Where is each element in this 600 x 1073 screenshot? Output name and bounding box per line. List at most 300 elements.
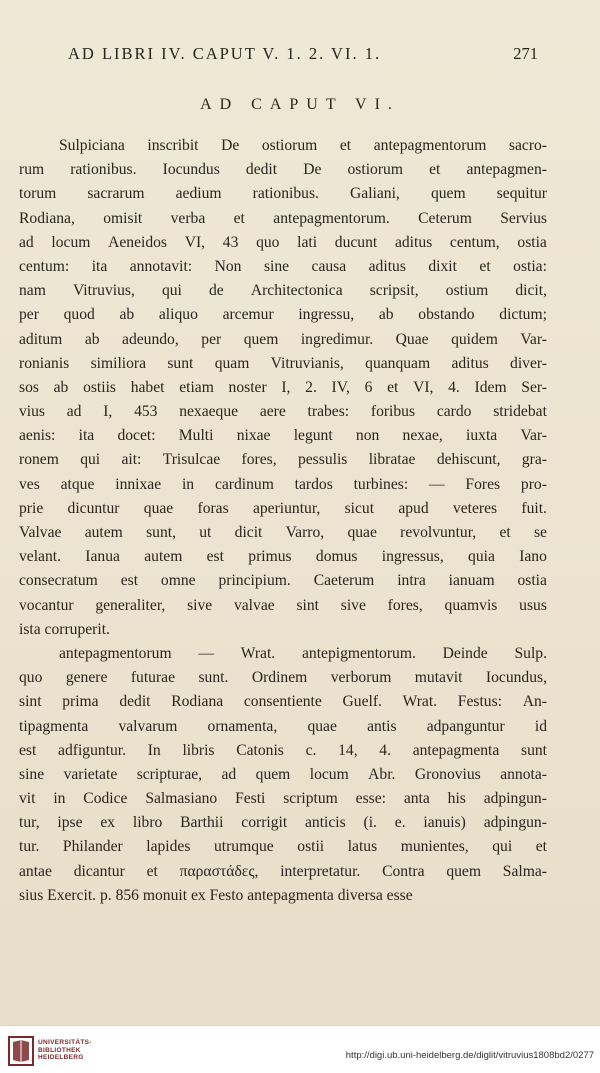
word: tur, [19,814,40,832]
word: libro [132,814,163,832]
word: Rodiana [171,693,224,711]
text-line [19,642,547,666]
word: Iocundus [162,161,220,179]
word: ostiis [83,378,116,396]
word: sive [340,596,366,614]
word: futurae [130,669,176,687]
word: autem [84,524,123,541]
word: Iocundus, [485,669,547,687]
text-line [19,207,547,231]
word: anticis [305,814,346,832]
word: tardos [294,475,333,493]
word: antae [19,862,52,880]
word: scripsit, [369,282,419,300]
word: qui [80,451,101,469]
text-line [19,376,547,400]
word: omne [160,572,196,590]
word: ingressu, [298,306,355,324]
word: etiam [179,378,214,396]
word: Architectonica [250,282,343,300]
word: his [447,790,466,808]
word: tipagmenta [19,717,89,735]
word: ianuis) [423,814,466,832]
word: valvarum [118,717,178,735]
word: ronem [19,451,59,469]
word: verborum [330,669,392,687]
word: Sulp. [514,644,547,662]
word: adpingun- [483,814,547,832]
word: antepagmenta [412,741,500,759]
text-line [19,134,547,158]
word: quamvis [444,596,498,614]
word: Vitruvius, [72,282,135,300]
source-url[interactable]: http://digi.ub.uni-heidelberg.de/diglit/vitruvius1808bd2/0277 [345,1050,594,1061]
word: ostiorum [347,161,403,179]
word: ex [100,814,116,832]
text-line [19,690,547,714]
word: ad [221,765,237,783]
word: rationibus. [252,185,319,203]
word: qui [492,838,513,856]
word: non [355,427,380,445]
word: Contra [382,862,425,880]
word: ostii [297,838,325,856]
word: sint [296,596,319,614]
word: sicut [344,499,375,517]
word: Fores [465,475,501,493]
text-line [19,739,547,763]
word: 43 [222,233,239,251]
word: utrumque [213,838,274,856]
word: scripturae, [136,765,203,783]
text-line [19,473,547,497]
word: aenis: [19,427,56,445]
word: Trisulcae [162,451,221,469]
text-line: ista corruperit. [19,620,110,638]
word: et [146,862,158,880]
word: fores, [387,596,423,614]
word: inscribit [147,137,199,154]
text-line: sius Exercit. p. 856 monuit ex Festo antepagmenta diversa esse [19,886,413,904]
body-text [19,134,547,908]
chapter-title: AD CAPUT VI. [200,96,400,113]
text-line [19,521,547,545]
word: ab [378,306,394,324]
word: Varro, [285,524,325,541]
word: atque [60,475,95,493]
word: anta [403,790,430,808]
word: (i. [363,814,377,832]
word: antepagmen- [466,161,547,179]
word: id [534,717,547,735]
word: ab [119,306,135,324]
word: corrigit [241,814,288,832]
text-line [19,569,547,593]
word: rationibus. [70,161,137,179]
word: Caeterum [313,572,375,590]
word: ab [84,330,100,348]
word: nexae, [402,427,443,445]
word: autem [144,548,183,566]
word: interpretatur. [280,862,361,880]
running-header [68,44,538,64]
word: quo [19,669,43,687]
word: annotavit: [129,257,193,275]
word: ostium [445,282,489,300]
word: quidem [451,330,498,348]
word: in [181,475,195,493]
word: ostia [517,572,547,590]
word: centum: [19,257,70,275]
word: sine [19,765,45,783]
word: fores, [241,451,277,469]
word: iuxta [466,427,498,445]
library-logo-icon [8,1036,34,1066]
word: IV, [331,378,350,396]
text-line [19,715,547,739]
word: dicuntur [67,499,120,517]
word: Festi [235,790,266,808]
word: aditus [451,354,489,372]
word: VI, [413,378,434,396]
word: prima [62,693,99,711]
word: cardo [436,403,472,421]
word: Barthii [180,814,224,832]
word: quae [143,499,174,517]
word: ingressus, [381,548,444,566]
word: sive [187,596,213,614]
word: cardinum [214,475,274,493]
word: foribus [370,403,416,421]
word: quam [214,354,250,372]
word: annota- [500,765,547,783]
library-name: UNIVERSITÄTS- BIBLIOTHEK HEIDELBERG [38,1039,92,1061]
word: ad [19,233,34,251]
text-line [19,352,547,376]
word: sunt [167,354,194,372]
word: Aeneidos [108,233,168,251]
word: aere [259,403,286,421]
word: nixae [236,427,271,445]
text-line [19,255,547,279]
word: quem [446,862,481,880]
word: Iano [519,548,547,566]
word: Salmasiano [145,790,218,808]
word: In [147,741,161,759]
word: arcemur [222,306,274,324]
word: locum [51,233,91,251]
word: antepigmentorum. [301,644,416,662]
word: ostia [517,233,547,251]
word: nam [19,282,46,300]
word: — [429,475,445,493]
text-line [19,545,547,569]
text-line [19,182,547,206]
word: vit [19,790,36,808]
word: munientes, [400,838,469,856]
word: nexaeque [179,403,239,421]
text-line [19,328,547,352]
text-line [19,158,547,182]
word: torum [19,185,57,203]
word: gra- [521,451,547,469]
word: De [221,137,240,154]
word: noster [228,378,267,396]
word: Wrat. [240,644,276,662]
word: Var- [520,427,547,445]
text-line [19,666,547,690]
word: principium. [218,572,291,590]
text-line [19,279,547,303]
word: ianuam [448,572,495,590]
word: I, [281,378,291,396]
word: lati [297,233,318,251]
text-line [19,497,547,521]
word: — [198,644,214,662]
word: ad [66,403,82,421]
word: quanquam [365,354,431,372]
word: diver- [510,354,547,372]
word: ostiorum [261,137,318,154]
word: aditus [368,257,406,275]
running-title: AD LIBRI IV. CAPUT V. 1. 2. VI. 1. [68,44,382,63]
word: valvae [233,596,275,614]
text-line [19,448,547,472]
word: revolvuntur, [400,524,477,541]
word: ipse [57,814,83,832]
word: e. [394,814,406,832]
word: 4. [379,741,391,759]
word: quia [468,548,495,566]
word: est [120,572,139,590]
word: tur. [19,838,40,856]
word: I, [103,403,113,421]
word: Galiani, [350,185,400,203]
word: habet [130,378,165,396]
word: et [233,209,245,227]
word: locum [309,765,349,783]
word: similiora [90,354,147,372]
word: antepagmentorum. [273,209,390,227]
word: antis [367,717,397,735]
word: dicit, [515,282,547,300]
word: quod [63,306,95,324]
word: dehiscunt, [436,451,501,469]
text-line [19,787,547,811]
word: ostia: [513,257,547,275]
word: Festus: [457,693,502,711]
word: aditum [19,330,63,348]
word: sunt. [198,669,229,687]
word: quem [255,765,291,783]
word: ut [199,524,212,541]
word: centum, [449,233,500,251]
word: se [533,524,547,541]
word: 6 [364,378,373,396]
word: aliquo [158,306,198,324]
word: fuit. [521,499,547,517]
word: sos [19,378,39,396]
word: mutavit [414,669,463,687]
word: sacro- [508,137,547,154]
word: Ceterum [418,209,472,227]
word: sunt [521,741,547,759]
text-line [19,763,547,787]
word: quae [307,717,337,735]
word: et [535,838,547,856]
word: Ianua [85,548,120,566]
text-line [19,811,547,835]
word: Codice [83,790,128,808]
word: de [209,282,224,300]
text-line [19,835,547,859]
word: pessulis [297,451,348,469]
word: Catonis [236,741,284,759]
word: Valvae [19,524,62,541]
word: et [479,257,491,275]
word: per [201,330,222,348]
word: pro- [520,475,547,493]
word: Var- [520,330,547,348]
word: genere [65,669,108,687]
word: veteres [452,499,498,517]
word: 2. [305,378,317,396]
word: sacrarum [87,185,145,203]
word: 453 [134,403,158,421]
word: Vitruvianis, [270,354,344,372]
word: in [53,790,66,808]
word: dicit [234,524,263,541]
word: Ordinem [251,669,308,687]
word: verba [170,209,206,227]
word: lapides [146,838,191,856]
word: adeundo, [122,330,179,348]
word: aedium [175,185,222,203]
word: ab [53,378,69,396]
word: dixit [428,257,457,275]
word: sint [19,693,42,711]
word: domus [315,548,358,566]
word: consecratum [19,572,98,590]
word: turbines: [353,475,409,493]
word: Salma- [502,862,547,880]
word: et [499,524,511,541]
word: et [429,161,441,179]
word: intra [397,572,426,590]
word: adpingun- [483,790,547,808]
word: 14, [338,741,358,759]
word: dedit [119,693,151,711]
word: Non [214,257,242,275]
word: trabes: [307,403,350,421]
word: c. [305,741,317,759]
word: vius [19,403,45,421]
word: scriptum [283,790,338,808]
word: aditus [394,233,433,251]
word: Gronovius [414,765,481,783]
word: An- [522,693,547,711]
word: Abr. [368,765,396,783]
word: rum [19,161,45,179]
word: quem [430,185,466,203]
word: omisit [103,209,143,227]
word: dedit [245,161,278,179]
word: aperiuntur, [252,499,321,517]
word: Wrat. [402,693,438,711]
word: velant. [19,548,61,566]
word: consentiente [243,693,322,711]
word: innixae [115,475,162,493]
text-line [19,594,547,618]
word: quae [347,524,377,541]
word: ducunt [334,233,378,251]
word: quo [256,233,280,251]
word: antepagmentorum [59,644,172,662]
text-line [19,231,547,255]
word: est [206,548,224,566]
word: legunt [293,427,333,445]
word: prie [19,499,44,517]
word: foras [197,499,229,517]
word: usus [519,596,547,614]
text-line [19,860,547,884]
word: dictum; [499,306,547,324]
word: 4. [448,378,460,396]
word: Multi [178,427,214,445]
word: stridebat [493,403,547,421]
word: antepagmentorum [373,137,487,154]
word: varietate [63,765,118,783]
word: ornamenta, [207,717,278,735]
word: Servius [500,209,547,227]
word: ingredimur. [300,330,374,348]
word: Idem [474,378,507,396]
word: Ser- [521,378,547,396]
word: per [19,306,39,324]
word: obstando [418,306,475,324]
word: Guelf. [342,693,382,711]
word: Philander [62,838,123,856]
word: quem [243,330,279,348]
word: dicantur [73,862,125,880]
word: generaliter, [95,596,166,614]
word: παραστάδες, [179,862,259,880]
word: De [303,161,322,179]
word: sunt, [146,524,176,541]
word: libratae [368,451,416,469]
word: latus [347,838,378,856]
word: adfiguntur. [58,741,127,759]
text-line [19,400,547,424]
word: adpanguntur [426,717,505,735]
footer-bar [0,1025,600,1073]
word: esse: [355,790,386,808]
word: apud [398,499,429,517]
word: Quae [395,330,429,348]
page-number: 271 [513,44,538,63]
word: et [387,378,399,396]
text-line [19,303,547,327]
word: vocantur [19,596,74,614]
word: et [339,137,352,154]
word: causa [311,257,347,275]
text-line [19,424,547,448]
word: docet: [117,427,156,445]
word: sequitur [496,185,547,203]
word: Deinde [442,644,488,662]
word: Rodiana, [19,209,75,227]
word: sine [263,257,290,275]
